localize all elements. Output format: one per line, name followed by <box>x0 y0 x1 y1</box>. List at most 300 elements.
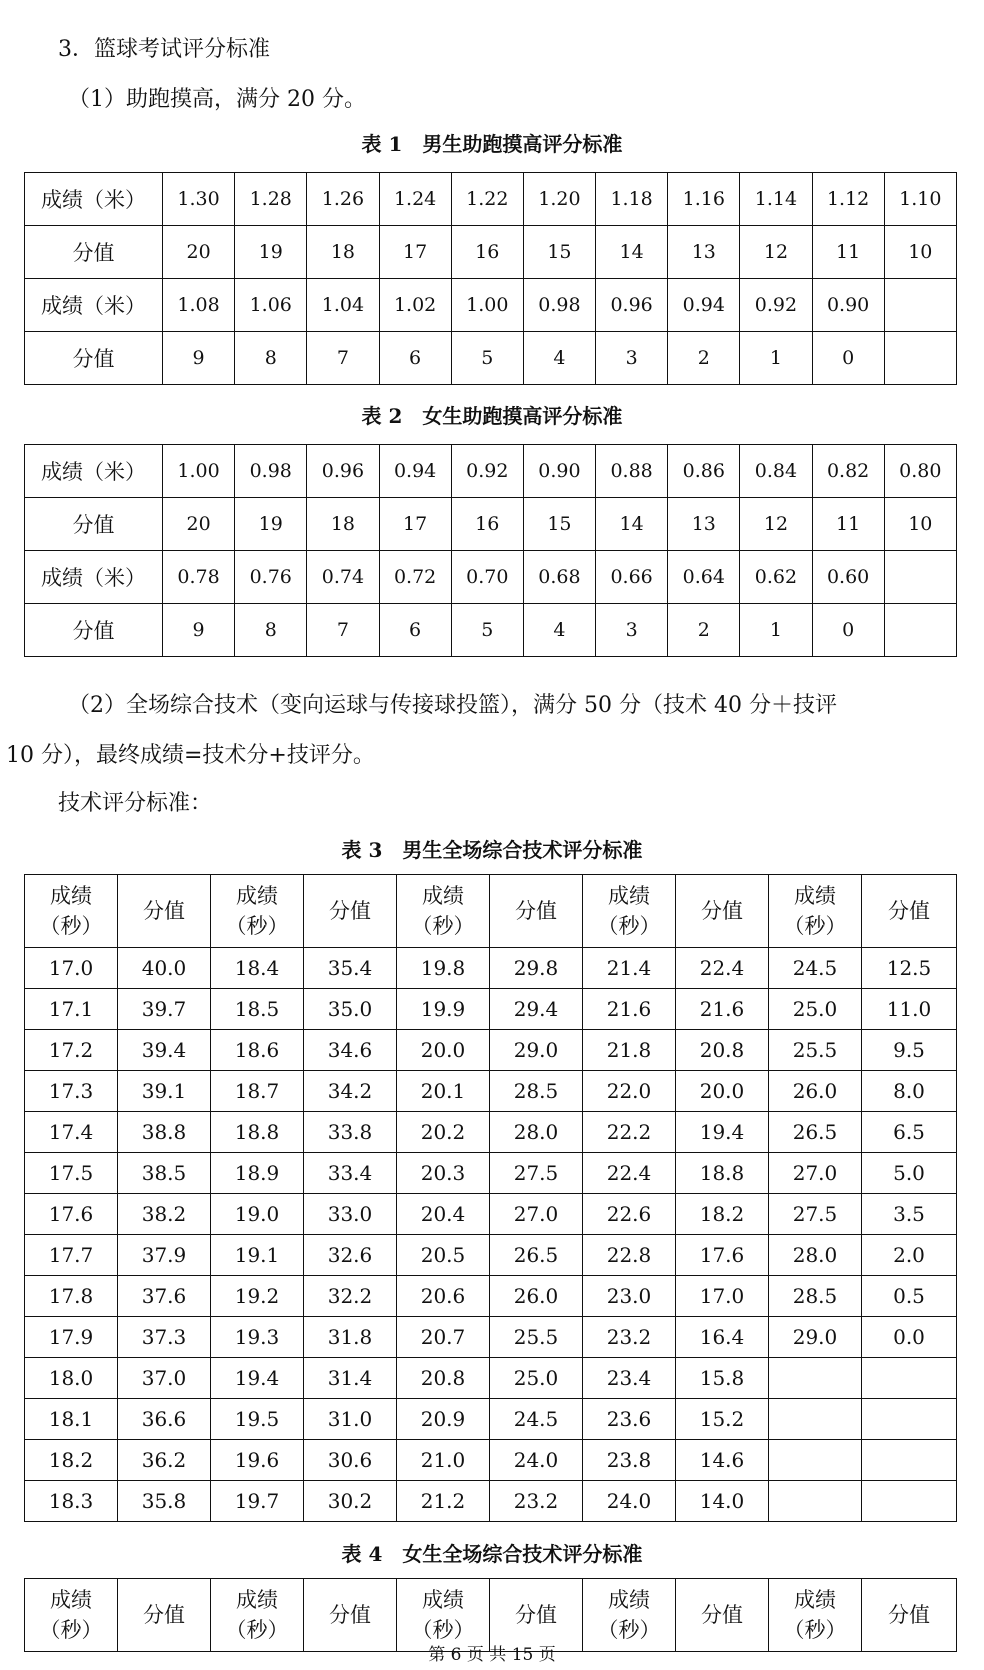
points-cell: 26.5 <box>490 1235 583 1276</box>
table-4-caption: 表 4 女生全场综合技术评分标准 <box>341 1542 643 1566</box>
points-cell: 13 <box>668 226 740 279</box>
table-row <box>25 1030 957 1071</box>
points-cell: 30.2 <box>304 1481 397 1522</box>
points-cell: 2 <box>668 604 740 657</box>
points-cell <box>862 1440 957 1481</box>
score-cell <box>769 1358 862 1399</box>
header-score-unit: （秒） <box>783 1618 847 1642</box>
points-cell: 14.6 <box>676 1440 769 1481</box>
score-cell: 20.5 <box>397 1235 490 1276</box>
points-cell: 0.0 <box>862 1317 957 1358</box>
row-label: 成绩（米） <box>25 279 163 332</box>
table-3-caption: 表 3 男生全场综合技术评分标准 <box>341 838 643 862</box>
points-cell: 21.6 <box>676 989 769 1030</box>
score-cell <box>769 1399 862 1440</box>
score-cell: 1.06 <box>235 279 307 332</box>
points-cell: 26.0 <box>490 1276 583 1317</box>
points-cell: 29.0 <box>490 1030 583 1071</box>
table-row <box>25 1317 957 1358</box>
table-row <box>25 1153 957 1194</box>
row-label: 成绩（米） <box>25 173 163 226</box>
score-cell: 20.2 <box>397 1112 490 1153</box>
score-cell: 0.86 <box>668 445 740 498</box>
points-cell: 35.0 <box>304 989 397 1030</box>
score-cell: 26.5 <box>769 1112 862 1153</box>
points-cell <box>862 1481 957 1522</box>
table-3 <box>24 874 957 1522</box>
points-cell: 35.4 <box>304 948 397 989</box>
score-cell: 19.3 <box>211 1317 304 1358</box>
score-cell: 1.00 <box>163 445 235 498</box>
points-cell: 0 <box>812 604 884 657</box>
points-cell: 16.4 <box>676 1317 769 1358</box>
score-cell: 18.4 <box>211 948 304 989</box>
score-cell: 0.80 <box>884 445 956 498</box>
score-cell: 17.4 <box>25 1112 118 1153</box>
points-cell: 8.0 <box>862 1071 957 1112</box>
score-cell: 0.98 <box>523 279 595 332</box>
points-cell: 16 <box>451 226 523 279</box>
header-points-cell: 分值 <box>862 1579 957 1652</box>
score-cell: 28.0 <box>769 1235 862 1276</box>
points-cell: 5 <box>451 604 523 657</box>
header-score-unit: （秒） <box>783 914 847 938</box>
score-cell: 1.28 <box>235 173 307 226</box>
points-cell: 31.4 <box>304 1358 397 1399</box>
section-heading: 3．篮球考试评分标准 <box>58 37 270 62</box>
score-cell <box>769 1481 862 1522</box>
points-cell <box>884 332 956 385</box>
points-cell: 13 <box>668 498 740 551</box>
header-score-label: 成绩 <box>236 1588 278 1612</box>
points-cell: 3.5 <box>862 1194 957 1235</box>
table-row <box>25 948 957 989</box>
score-cell: 23.0 <box>583 1276 676 1317</box>
table-row <box>25 1358 957 1399</box>
points-cell: 27.5 <box>490 1153 583 1194</box>
points-cell: 39.4 <box>118 1030 211 1071</box>
points-cell: 39.1 <box>118 1071 211 1112</box>
score-cell: 24.0 <box>583 1481 676 1522</box>
points-cell: 19.4 <box>676 1112 769 1153</box>
table-2 <box>24 444 957 657</box>
score-cell: 25.5 <box>769 1030 862 1071</box>
score-cell <box>884 551 956 604</box>
points-cell: 5.0 <box>862 1153 957 1194</box>
score-cell: 28.5 <box>769 1276 862 1317</box>
score-cell: 1.00 <box>451 279 523 332</box>
points-cell: 37.9 <box>118 1235 211 1276</box>
points-cell: 12.5 <box>862 948 957 989</box>
score-cell: 0.70 <box>451 551 523 604</box>
score-cell: 19.9 <box>397 989 490 1030</box>
header-score-unit: （秒） <box>597 1618 661 1642</box>
points-cell: 11 <box>812 226 884 279</box>
points-cell: 4 <box>523 604 595 657</box>
score-cell: 18.5 <box>211 989 304 1030</box>
header-score-cell <box>769 875 862 948</box>
header-points-cell: 分值 <box>304 875 397 948</box>
score-cell: 20.8 <box>397 1358 490 1399</box>
header-score-cell <box>211 875 304 948</box>
table-row <box>25 445 957 498</box>
points-cell: 11 <box>812 498 884 551</box>
score-cell: 1.24 <box>379 173 451 226</box>
header-score-unit: （秒） <box>39 1618 103 1642</box>
score-cell: 0.76 <box>235 551 307 604</box>
row-label: 分值 <box>25 226 163 279</box>
score-cell: 19.6 <box>211 1440 304 1481</box>
table-row <box>25 604 957 657</box>
header-points-cell: 分值 <box>490 875 583 948</box>
score-cell: 0.92 <box>451 445 523 498</box>
score-cell: 22.2 <box>583 1112 676 1153</box>
points-cell <box>862 1358 957 1399</box>
points-cell: 16 <box>451 498 523 551</box>
points-cell: 28.5 <box>490 1071 583 1112</box>
points-cell: 12 <box>740 226 812 279</box>
score-cell: 1.16 <box>668 173 740 226</box>
score-cell: 1.14 <box>740 173 812 226</box>
points-cell: 19 <box>235 226 307 279</box>
points-cell: 34.2 <box>304 1071 397 1112</box>
score-cell: 0.68 <box>523 551 595 604</box>
points-cell: 28.0 <box>490 1112 583 1153</box>
score-cell: 20.0 <box>397 1030 490 1071</box>
table-row <box>25 173 957 226</box>
header-score-label: 成绩 <box>608 884 650 908</box>
score-cell: 0.96 <box>596 279 668 332</box>
points-cell: 40.0 <box>118 948 211 989</box>
table-row <box>25 498 957 551</box>
points-cell: 9 <box>163 332 235 385</box>
score-cell: 21.6 <box>583 989 676 1030</box>
score-cell: 17.6 <box>25 1194 118 1235</box>
table-row <box>25 1440 957 1481</box>
header-score-unit: （秒） <box>597 914 661 938</box>
score-cell: 23.8 <box>583 1440 676 1481</box>
score-cell: 22.0 <box>583 1071 676 1112</box>
score-cell: 1.30 <box>163 173 235 226</box>
table-row <box>25 1194 957 1235</box>
score-cell: 0.72 <box>379 551 451 604</box>
points-cell: 29.8 <box>490 948 583 989</box>
score-cell: 0.60 <box>812 551 884 604</box>
score-cell: 19.8 <box>397 948 490 989</box>
points-cell: 29.4 <box>490 989 583 1030</box>
score-cell: 0.98 <box>235 445 307 498</box>
header-score-label: 成绩 <box>50 1588 92 1612</box>
table-1 <box>24 172 957 385</box>
score-cell: 19.0 <box>211 1194 304 1235</box>
table-row <box>25 1481 957 1522</box>
score-cell: 0.88 <box>596 445 668 498</box>
points-cell: 9.5 <box>862 1030 957 1071</box>
table-row <box>25 989 957 1030</box>
points-cell: 1 <box>740 332 812 385</box>
points-cell: 31.8 <box>304 1317 397 1358</box>
points-cell: 2 <box>668 332 740 385</box>
table-row <box>25 1276 957 1317</box>
score-cell: 18.2 <box>25 1440 118 1481</box>
points-cell: 6.5 <box>862 1112 957 1153</box>
score-cell: 1.18 <box>596 173 668 226</box>
header-score-unit: （秒） <box>411 1618 475 1642</box>
score-cell: 26.0 <box>769 1071 862 1112</box>
header-score-unit: （秒） <box>225 914 289 938</box>
points-cell: 10 <box>884 498 956 551</box>
points-cell: 38.2 <box>118 1194 211 1235</box>
points-cell: 9 <box>163 604 235 657</box>
points-cell: 6 <box>379 332 451 385</box>
points-cell: 8 <box>235 332 307 385</box>
score-cell: 22.4 <box>583 1153 676 1194</box>
score-cell: 20.4 <box>397 1194 490 1235</box>
header-score-unit: （秒） <box>411 914 475 938</box>
score-cell: 18.6 <box>211 1030 304 1071</box>
score-cell: 19.1 <box>211 1235 304 1276</box>
score-cell: 19.5 <box>211 1399 304 1440</box>
header-score-label: 成绩 <box>236 884 278 908</box>
header-score-label: 成绩 <box>794 1588 836 1612</box>
points-cell: 23.2 <box>490 1481 583 1522</box>
header-score-label: 成绩 <box>422 1588 464 1612</box>
points-cell: 7 <box>307 604 379 657</box>
points-cell: 24.5 <box>490 1399 583 1440</box>
points-cell: 3 <box>596 332 668 385</box>
score-cell: 0.94 <box>379 445 451 498</box>
score-cell: 1.12 <box>812 173 884 226</box>
points-cell: 20 <box>163 498 235 551</box>
score-cell: 17.5 <box>25 1153 118 1194</box>
table-2-caption: 表 2 女生助跑摸高评分标准 <box>361 404 623 428</box>
points-cell: 22.4 <box>676 948 769 989</box>
score-cell: 20.9 <box>397 1399 490 1440</box>
points-cell: 17.0 <box>676 1276 769 1317</box>
points-cell: 18.2 <box>676 1194 769 1235</box>
score-cell: 0.78 <box>163 551 235 604</box>
score-cell: 20.6 <box>397 1276 490 1317</box>
points-cell: 39.7 <box>118 989 211 1030</box>
table-row <box>25 1112 957 1153</box>
score-cell: 17.2 <box>25 1030 118 1071</box>
points-cell: 27.0 <box>490 1194 583 1235</box>
points-cell: 12 <box>740 498 812 551</box>
header-score-unit: （秒） <box>39 914 103 938</box>
score-cell: 1.10 <box>884 173 956 226</box>
header-score-cell <box>25 875 118 948</box>
points-cell: 1 <box>740 604 812 657</box>
score-cell: 0.74 <box>307 551 379 604</box>
header-points-cell: 分值 <box>862 875 957 948</box>
tech-label: 技术评分标准： <box>58 791 213 816</box>
points-cell: 37.0 <box>118 1358 211 1399</box>
points-cell: 8 <box>235 604 307 657</box>
points-cell: 20.0 <box>676 1071 769 1112</box>
score-cell: 17.7 <box>25 1235 118 1276</box>
score-cell: 1.26 <box>307 173 379 226</box>
score-cell: 25.0 <box>769 989 862 1030</box>
points-cell: 11.0 <box>862 989 957 1030</box>
points-cell: 18 <box>307 226 379 279</box>
points-cell: 37.3 <box>118 1317 211 1358</box>
points-cell: 36.6 <box>118 1399 211 1440</box>
points-cell: 36.2 <box>118 1440 211 1481</box>
row-label: 分值 <box>25 604 163 657</box>
points-cell: 25.0 <box>490 1358 583 1399</box>
score-cell: 18.7 <box>211 1071 304 1112</box>
table-row <box>25 226 957 279</box>
header-score-label: 成绩 <box>794 884 836 908</box>
item-2-text-line2: 10 分），最终成绩=技术分+技评分。 <box>6 743 375 768</box>
points-cell: 5 <box>451 332 523 385</box>
score-cell <box>884 279 956 332</box>
score-cell: 27.0 <box>769 1153 862 1194</box>
score-cell: 17.8 <box>25 1276 118 1317</box>
item-1-text: （1）助跑摸高，满分 20 分。 <box>68 87 366 112</box>
page-footer: 第 6 页 共 15 页 <box>428 1645 556 1665</box>
row-label: 成绩（米） <box>25 445 163 498</box>
score-cell: 0.94 <box>668 279 740 332</box>
points-cell: 0 <box>812 332 884 385</box>
points-cell: 38.5 <box>118 1153 211 1194</box>
points-cell: 15 <box>523 498 595 551</box>
header-score-cell <box>397 875 490 948</box>
points-cell: 14.0 <box>676 1481 769 1522</box>
header-score-cell <box>583 875 676 948</box>
points-cell: 14 <box>596 226 668 279</box>
points-cell <box>862 1399 957 1440</box>
points-cell: 33.4 <box>304 1153 397 1194</box>
score-cell: 18.9 <box>211 1153 304 1194</box>
points-cell <box>884 604 956 657</box>
header-points-cell: 分值 <box>118 1579 211 1652</box>
points-cell: 6 <box>379 604 451 657</box>
score-cell: 19.4 <box>211 1358 304 1399</box>
points-cell: 35.8 <box>118 1481 211 1522</box>
score-cell: 23.6 <box>583 1399 676 1440</box>
item-2-text-line1: （2）全场综合技术（变向运球与传接球投篮），满分 50 分（技术 40 分＋技评 <box>68 693 837 718</box>
table-row <box>25 1071 957 1112</box>
score-cell: 20.1 <box>397 1071 490 1112</box>
points-cell: 33.0 <box>304 1194 397 1235</box>
score-cell: 0.66 <box>596 551 668 604</box>
score-cell: 0.96 <box>307 445 379 498</box>
score-cell: 21.8 <box>583 1030 676 1071</box>
points-cell: 14 <box>596 498 668 551</box>
points-cell: 18.8 <box>676 1153 769 1194</box>
points-cell: 17.6 <box>676 1235 769 1276</box>
score-cell: 18.8 <box>211 1112 304 1153</box>
score-cell: 0.62 <box>740 551 812 604</box>
points-cell: 20.8 <box>676 1030 769 1071</box>
score-cell: 22.8 <box>583 1235 676 1276</box>
table-1-caption: 表 1 男生助跑摸高评分标准 <box>361 132 623 156</box>
score-cell: 19.2 <box>211 1276 304 1317</box>
score-cell: 29.0 <box>769 1317 862 1358</box>
row-label: 分值 <box>25 498 163 551</box>
score-cell: 1.02 <box>379 279 451 332</box>
score-cell: 1.22 <box>451 173 523 226</box>
points-cell: 0.5 <box>862 1276 957 1317</box>
table-row <box>25 279 957 332</box>
points-cell: 20 <box>163 226 235 279</box>
score-cell: 20.7 <box>397 1317 490 1358</box>
header-score-label: 成绩 <box>608 1588 650 1612</box>
score-cell: 21.2 <box>397 1481 490 1522</box>
points-cell: 18 <box>307 498 379 551</box>
points-cell: 32.2 <box>304 1276 397 1317</box>
score-cell: 0.90 <box>523 445 595 498</box>
score-cell: 24.5 <box>769 948 862 989</box>
points-cell: 2.0 <box>862 1235 957 1276</box>
score-cell: 23.4 <box>583 1358 676 1399</box>
score-cell: 18.3 <box>25 1481 118 1522</box>
score-cell: 1.20 <box>523 173 595 226</box>
points-cell: 24.0 <box>490 1440 583 1481</box>
points-cell: 3 <box>596 604 668 657</box>
row-label: 成绩（米） <box>25 551 163 604</box>
points-cell: 15 <box>523 226 595 279</box>
score-cell: 22.6 <box>583 1194 676 1235</box>
header-score-unit: （秒） <box>225 1618 289 1642</box>
points-cell: 17 <box>379 498 451 551</box>
score-cell: 19.7 <box>211 1481 304 1522</box>
table-row <box>25 1235 957 1276</box>
points-cell: 19 <box>235 498 307 551</box>
row-label: 分值 <box>25 332 163 385</box>
header-score-label: 成绩 <box>50 884 92 908</box>
score-cell: 0.92 <box>740 279 812 332</box>
score-cell: 0.82 <box>812 445 884 498</box>
points-cell: 38.8 <box>118 1112 211 1153</box>
score-cell: 18.0 <box>25 1358 118 1399</box>
table-row <box>25 332 957 385</box>
score-cell: 27.5 <box>769 1194 862 1235</box>
points-cell: 10 <box>884 226 956 279</box>
header-points-cell: 分值 <box>304 1579 397 1652</box>
header-points-cell: 分值 <box>490 1579 583 1652</box>
score-cell: 0.90 <box>812 279 884 332</box>
points-cell: 37.6 <box>118 1276 211 1317</box>
score-cell: 20.3 <box>397 1153 490 1194</box>
score-cell: 21.4 <box>583 948 676 989</box>
points-cell: 32.6 <box>304 1235 397 1276</box>
points-cell: 34.6 <box>304 1030 397 1071</box>
points-cell: 25.5 <box>490 1317 583 1358</box>
points-cell: 15.8 <box>676 1358 769 1399</box>
points-cell: 30.6 <box>304 1440 397 1481</box>
header-points-cell: 分值 <box>118 875 211 948</box>
table-row <box>25 551 957 604</box>
score-cell: 17.3 <box>25 1071 118 1112</box>
score-cell: 1.04 <box>307 279 379 332</box>
points-cell: 15.2 <box>676 1399 769 1440</box>
score-cell: 0.84 <box>740 445 812 498</box>
score-cell: 23.2 <box>583 1317 676 1358</box>
points-cell: 7 <box>307 332 379 385</box>
score-cell: 0.64 <box>668 551 740 604</box>
header-score-label: 成绩 <box>422 884 464 908</box>
points-cell: 31.0 <box>304 1399 397 1440</box>
score-cell: 17.9 <box>25 1317 118 1358</box>
score-cell: 1.08 <box>163 279 235 332</box>
points-cell: 4 <box>523 332 595 385</box>
score-cell: 18.1 <box>25 1399 118 1440</box>
points-cell: 33.8 <box>304 1112 397 1153</box>
table-header-row <box>25 875 957 948</box>
table-row <box>25 1399 957 1440</box>
